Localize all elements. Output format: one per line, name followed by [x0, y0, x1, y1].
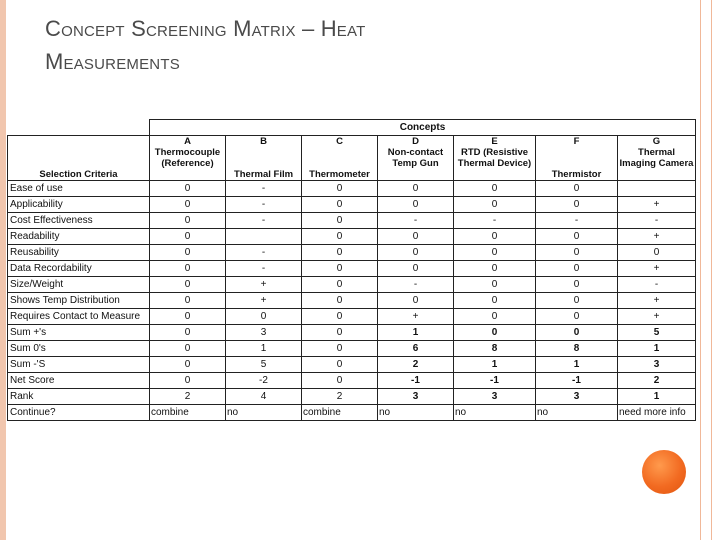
column-name-line-1: [227, 147, 300, 158]
criterion-label: Sum +'s: [8, 325, 150, 341]
score-cell-f: 3: [536, 389, 618, 405]
score-cell-c: 0: [302, 309, 378, 325]
score-cell-f: 0: [536, 261, 618, 277]
score-cell-d: 3: [378, 389, 454, 405]
matrix-row: [8, 261, 696, 277]
column-name-line-1: [537, 147, 616, 158]
matrix-row: [8, 309, 696, 325]
score-cell-a: 0: [150, 309, 226, 325]
score-cell-e: 8: [454, 341, 536, 357]
column-letter: A: [184, 136, 191, 147]
column-name-line-3: Thermometer: [309, 169, 370, 180]
slide-title: [45, 12, 645, 78]
score-cell-g: -: [618, 213, 696, 229]
column-name-line-3: Thermal Film: [233, 169, 294, 180]
column-name-line-2: [537, 158, 616, 169]
score-cell-c: 0: [302, 245, 378, 261]
score-cell-g: [618, 181, 696, 197]
criterion-label: Cost Effectiveness: [8, 213, 150, 229]
score-cell-g: 1: [618, 341, 696, 357]
column-header-c: [302, 136, 378, 181]
score-cell-e: -: [454, 213, 536, 229]
criterion-label: Ease of use: [8, 181, 150, 197]
score-cell-c: 0: [302, 197, 378, 213]
matrix-row: [8, 293, 696, 309]
score-cell-a: 0: [150, 245, 226, 261]
criterion-label: Rank: [8, 389, 150, 405]
score-cell-e: 0: [454, 245, 536, 261]
score-cell-b: [226, 229, 302, 245]
score-cell-d: 0: [378, 229, 454, 245]
score-cell-d: 0: [378, 197, 454, 213]
matrix-row: [8, 341, 696, 357]
continue-cell-c: combine: [302, 405, 378, 421]
continue-cell-e: no: [454, 405, 536, 421]
score-cell-c: 2: [302, 389, 378, 405]
matrix-row: [8, 229, 696, 245]
column-letter: B: [260, 136, 267, 147]
score-cell-f: 0: [536, 245, 618, 261]
matrix-row: [8, 245, 696, 261]
score-cell-b: 4: [226, 389, 302, 405]
score-cell-g: 0: [618, 245, 696, 261]
criterion-label: Requires Contact to Measure: [8, 309, 150, 325]
score-cell-d: 0: [378, 261, 454, 277]
orange-circle-decoration: [642, 450, 686, 494]
score-cell-c: 0: [302, 341, 378, 357]
score-cell-d: +: [378, 309, 454, 325]
criterion-label: Size/Weight: [8, 277, 150, 293]
column-name-line-1: [303, 147, 376, 158]
criterion-label: Net Score: [8, 373, 150, 389]
score-cell-f: 0: [536, 325, 618, 341]
score-cell-a: 0: [150, 373, 226, 389]
selection-criteria-header: Selection Criteria: [8, 136, 150, 181]
score-cell-a: 0: [150, 293, 226, 309]
matrix-row: [8, 373, 696, 389]
column-header-row: [8, 136, 696, 181]
score-cell-d: 0: [378, 181, 454, 197]
score-cell-g: 2: [618, 373, 696, 389]
score-cell-d: -: [378, 277, 454, 293]
score-cell-b: -: [226, 197, 302, 213]
score-cell-f: 0: [536, 309, 618, 325]
score-cell-f: 0: [536, 293, 618, 309]
continue-cell-g: need more info: [618, 405, 696, 421]
score-cell-c: 0: [302, 277, 378, 293]
slide-title-line-2: Measurements: [45, 49, 180, 74]
matrix-row: [8, 389, 696, 405]
score-cell-c: 0: [302, 373, 378, 389]
column-letter: C: [336, 136, 343, 147]
column-name-line-2: Thermal Device): [457, 158, 532, 169]
concepts-caption: Concepts: [150, 120, 696, 136]
score-cell-b: 0: [226, 309, 302, 325]
score-cell-d: 2: [378, 357, 454, 373]
score-cell-d: -1: [378, 373, 454, 389]
column-letter: E: [491, 136, 498, 147]
score-cell-f: 0: [536, 181, 618, 197]
column-name-line-1: Non-contact: [387, 147, 444, 158]
score-cell-f: -1: [536, 373, 618, 389]
score-cell-e: 0: [454, 277, 536, 293]
column-header-f: [536, 136, 618, 181]
score-cell-c: 0: [302, 325, 378, 341]
criterion-label: Continue?: [8, 405, 150, 421]
score-cell-e: 0: [454, 229, 536, 245]
criterion-label: Reusability: [8, 245, 150, 261]
empty-corner-cell: [8, 120, 150, 136]
score-cell-e: 0: [454, 181, 536, 197]
criterion-label: Sum -'S: [8, 357, 150, 373]
score-cell-b: +: [226, 293, 302, 309]
column-letter: F: [573, 136, 580, 147]
matrix-row: [8, 357, 696, 373]
score-cell-e: 0: [454, 261, 536, 277]
score-cell-f: -: [536, 213, 618, 229]
score-cell-g: +: [618, 309, 696, 325]
matrix-row: [8, 181, 696, 197]
score-cell-e: 3: [454, 389, 536, 405]
continue-cell-b: no: [226, 405, 302, 421]
score-cell-f: 8: [536, 341, 618, 357]
column-name-line-3: Thermistor: [551, 169, 602, 180]
score-cell-c: 0: [302, 229, 378, 245]
score-cell-f: 1: [536, 357, 618, 373]
left-decorative-border: [0, 0, 6, 540]
column-name-line-2: [303, 158, 376, 169]
score-cell-f: 0: [536, 277, 618, 293]
criterion-label: Applicability: [8, 197, 150, 213]
column-letter: D: [412, 136, 419, 147]
column-letter: G: [652, 136, 661, 147]
matrix-row: [8, 277, 696, 293]
slide-title-line-1: Concept Screening Matrix – Heat: [45, 16, 366, 41]
score-cell-b: 1: [226, 341, 302, 357]
score-cell-g: +: [618, 293, 696, 309]
score-cell-a: 0: [150, 341, 226, 357]
score-cell-e: 0: [454, 293, 536, 309]
score-cell-c: 0: [302, 293, 378, 309]
score-cell-b: -: [226, 245, 302, 261]
score-cell-c: 0: [302, 181, 378, 197]
continue-cell-f: no: [536, 405, 618, 421]
score-cell-e: -1: [454, 373, 536, 389]
score-cell-c: 0: [302, 357, 378, 373]
right-decorative-rule: [700, 0, 701, 540]
score-cell-g: +: [618, 261, 696, 277]
column-name-line-2: [227, 158, 300, 169]
score-cell-b: 3: [226, 325, 302, 341]
score-cell-f: 0: [536, 229, 618, 245]
score-cell-g: -: [618, 277, 696, 293]
matrix-row: [8, 213, 696, 229]
continue-cell-a: combine: [150, 405, 226, 421]
column-header-a: [150, 136, 226, 181]
criterion-label: Sum 0's: [8, 341, 150, 357]
continue-row: [8, 405, 696, 421]
score-cell-d: 0: [378, 245, 454, 261]
score-cell-e: 0: [454, 325, 536, 341]
column-header-e: [454, 136, 536, 181]
score-cell-a: 0: [150, 325, 226, 341]
score-cell-f: 0: [536, 197, 618, 213]
column-header-b: [226, 136, 302, 181]
score-cell-c: 0: [302, 213, 378, 229]
score-cell-e: 0: [454, 309, 536, 325]
score-cell-d: -: [378, 213, 454, 229]
score-cell-e: 0: [454, 197, 536, 213]
column-name-line-1: RTD (Resistive: [460, 147, 529, 158]
column-name-line-1: Thermocouple: [154, 147, 221, 158]
score-cell-a: 0: [150, 229, 226, 245]
matrix-body: [8, 181, 696, 405]
score-cell-a: 0: [150, 277, 226, 293]
continue-cell-d: no: [378, 405, 454, 421]
score-cell-d: 0: [378, 293, 454, 309]
right-decorative-rule-inner: [711, 0, 712, 540]
column-header-d: [378, 136, 454, 181]
score-cell-d: 1: [378, 325, 454, 341]
column-name-line-2: (Reference): [161, 158, 214, 169]
score-cell-e: 1: [454, 357, 536, 373]
criterion-label: Shows Temp Distribution: [8, 293, 150, 309]
score-cell-a: 0: [150, 181, 226, 197]
score-cell-b: -2: [226, 373, 302, 389]
concepts-caption-row: [8, 120, 696, 136]
matrix-row: [8, 325, 696, 341]
score-cell-b: 5: [226, 357, 302, 373]
score-cell-a: 2: [150, 389, 226, 405]
matrix-row: [8, 197, 696, 213]
score-cell-a: 0: [150, 213, 226, 229]
score-cell-b: -: [226, 181, 302, 197]
column-name-line-2: Temp Gun: [392, 158, 439, 169]
score-cell-a: 0: [150, 197, 226, 213]
score-cell-b: -: [226, 261, 302, 277]
score-cell-c: 0: [302, 261, 378, 277]
score-cell-g: 1: [618, 389, 696, 405]
score-cell-g: 5: [618, 325, 696, 341]
score-cell-d: 6: [378, 341, 454, 357]
criterion-label: Readability: [8, 229, 150, 245]
score-cell-g: 3: [618, 357, 696, 373]
score-cell-a: 0: [150, 357, 226, 373]
score-cell-g: +: [618, 229, 696, 245]
column-header-g: [618, 136, 696, 181]
column-name-line-1: Thermal: [638, 147, 675, 158]
column-name-line-2: Imaging Camera: [619, 158, 694, 169]
score-cell-a: 0: [150, 261, 226, 277]
criterion-label: Data Recordability: [8, 261, 150, 277]
score-cell-b: +: [226, 277, 302, 293]
score-cell-g: +: [618, 197, 696, 213]
concept-screening-matrix: [7, 119, 696, 421]
score-cell-b: -: [226, 213, 302, 229]
